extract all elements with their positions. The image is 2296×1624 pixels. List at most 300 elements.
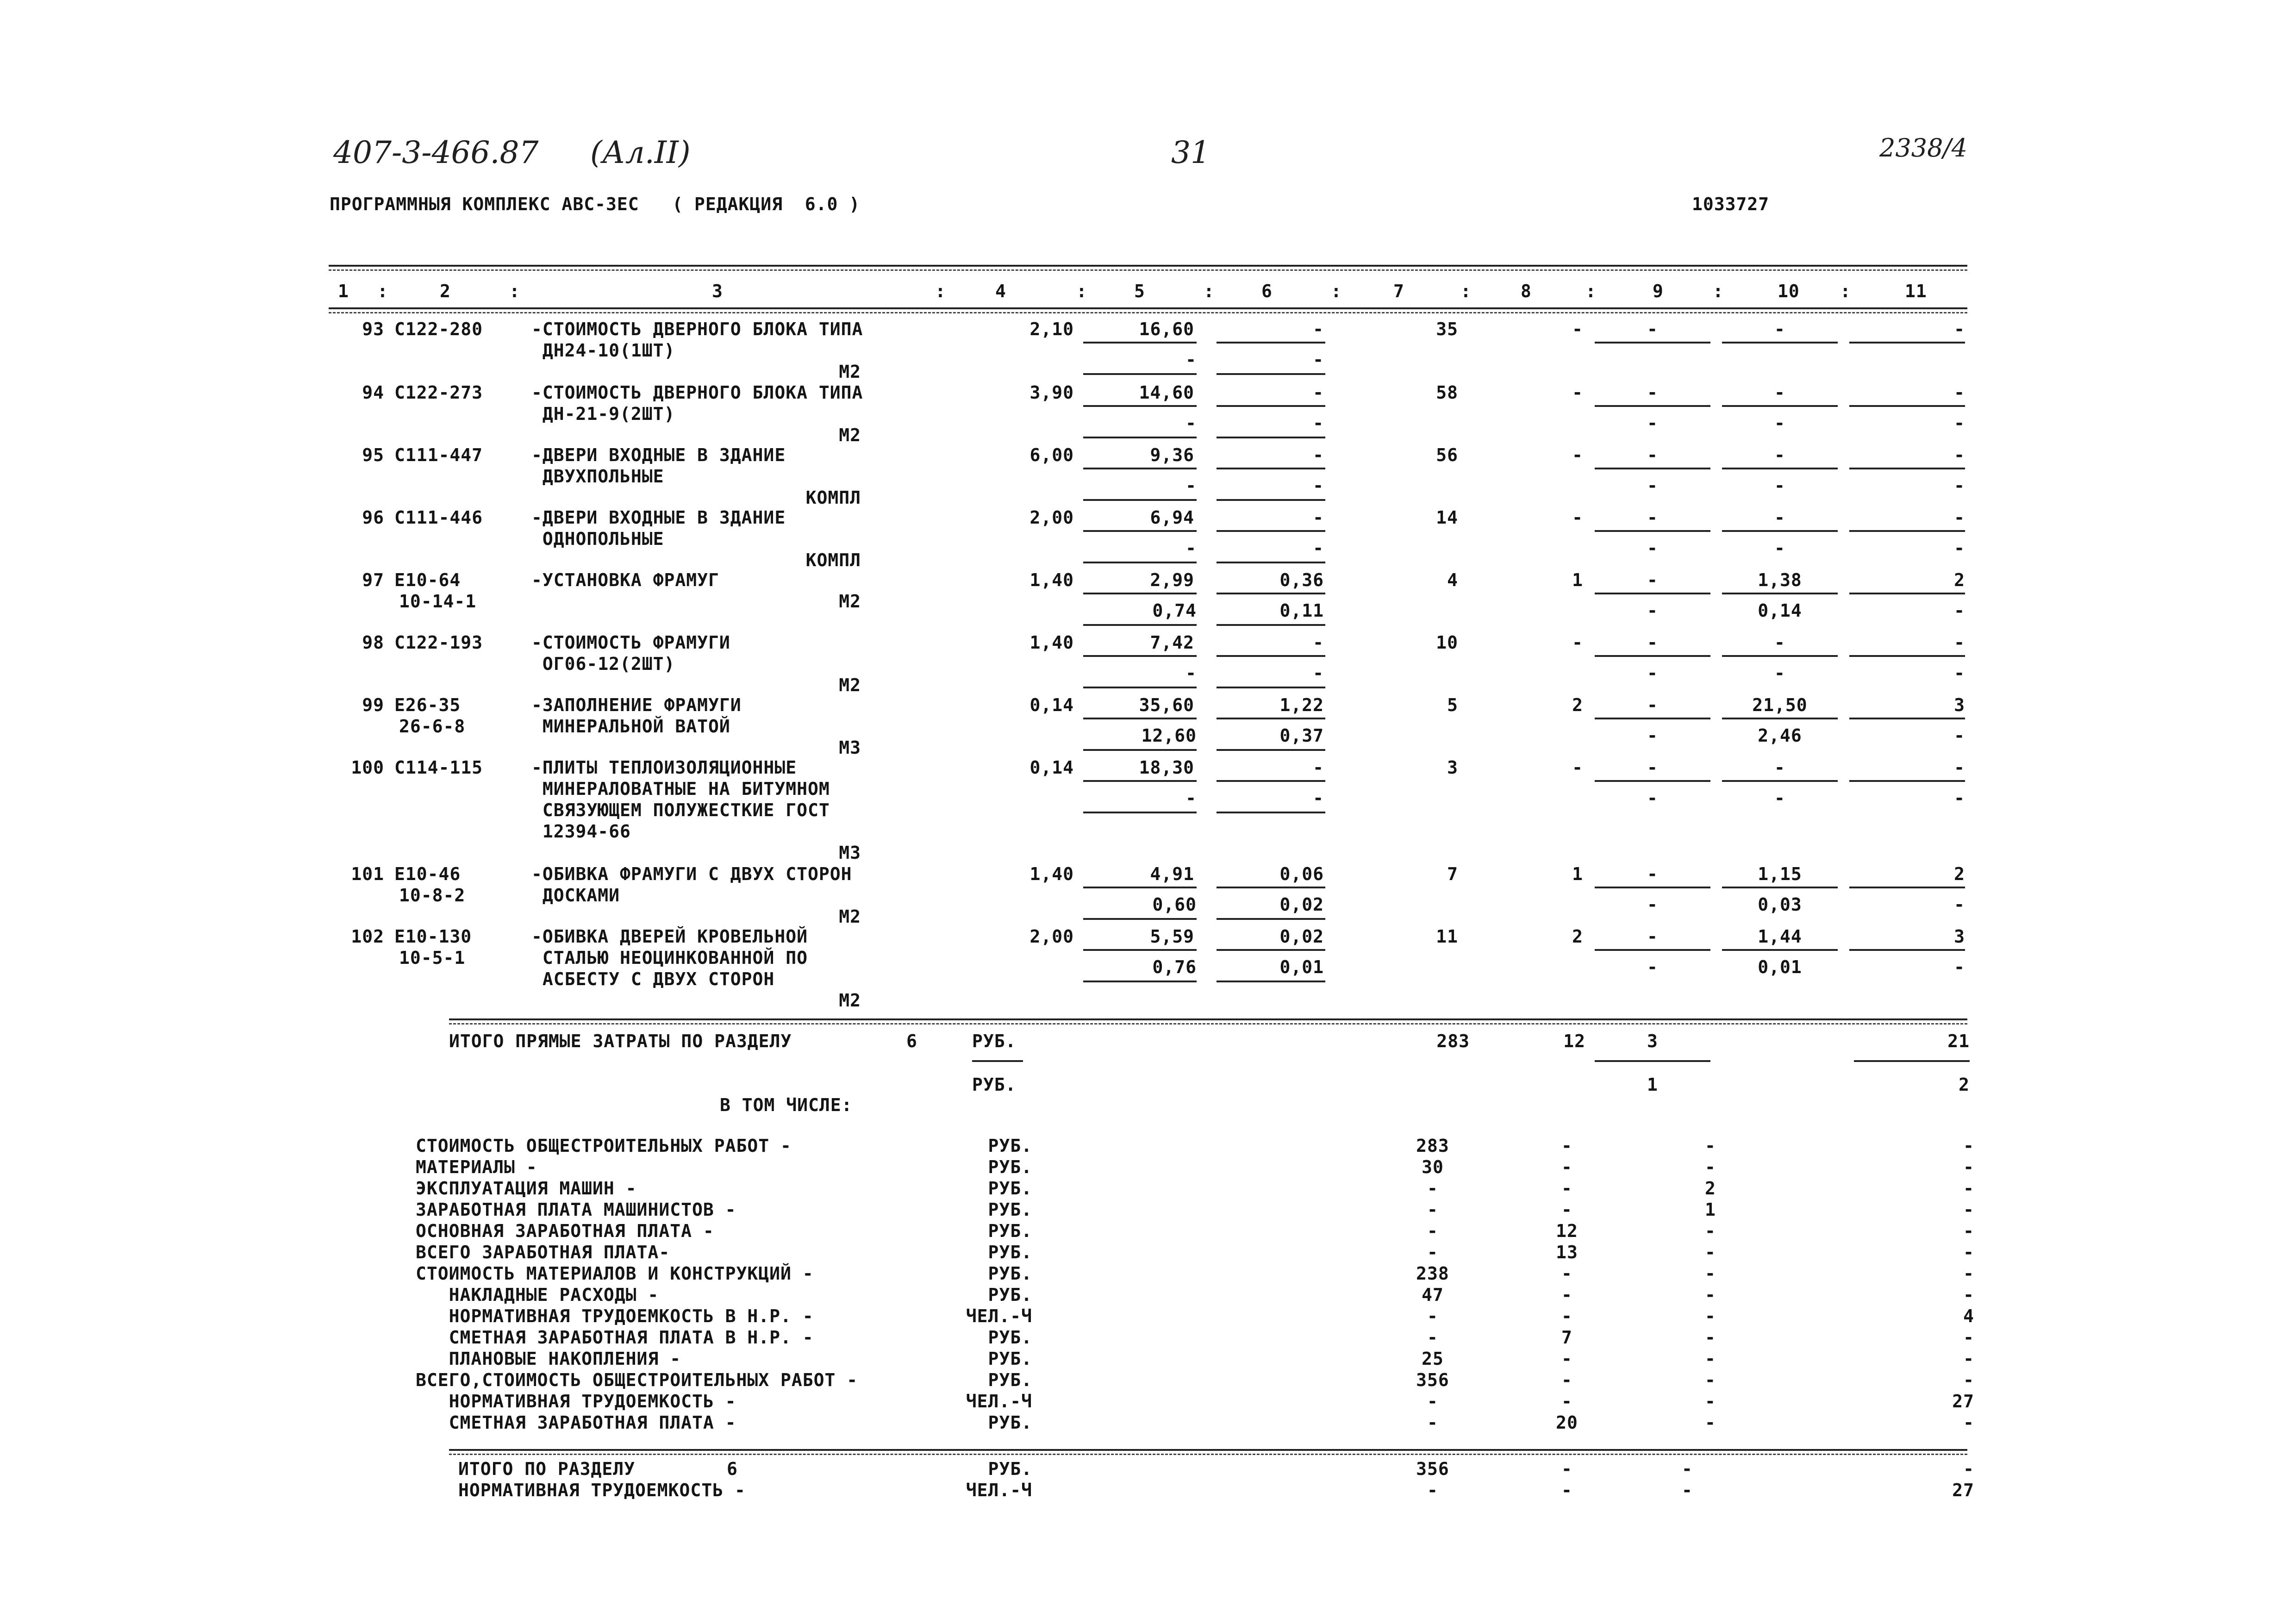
row-name-line: МИНЕРАЛЬНОЙ ВАТОЙ [531,716,730,737]
final-col7: - [1427,1480,1438,1500]
row-c9: - [1647,507,1658,528]
table-top-rule-2 [329,269,1967,271]
breakdown-unit: РУБ. [988,1221,1032,1241]
final-unit: ЧЕЛ.-Ч [966,1480,1032,1500]
row-c10-rule [1722,530,1838,532]
breakdown-col7: - [1427,1327,1438,1348]
row-number: 96 [362,507,384,528]
row-c11-rule [1849,530,1965,532]
row-number: 94 [362,382,384,403]
row-c7: 58 [1436,382,1458,403]
row-code: Е10-46 [394,864,461,884]
breakdown-label: НАКЛАДНЫЕ РАСХОДЫ - [416,1285,659,1305]
row-c8: - [1572,757,1583,778]
row-c5b-rule [1083,812,1197,813]
album-label: (Ал.II) [590,135,691,170]
breakdown-col9: - [1705,1221,1716,1241]
row-c9b: - [1647,894,1658,915]
row-c9-rule [1595,887,1710,888]
program-title: ПРОГРАММНЫЯ КОМПЛЕКС АВС-3ЕС ( РЕДАКЦИЯ 6.0 ) [330,194,861,214]
column-header-5: 5 [1134,281,1145,301]
row-c6b: 0,11 [1279,600,1324,621]
row-c10: - [1774,507,1785,528]
final-col9: - [1682,1480,1693,1500]
row-c6b-rule [1217,981,1325,982]
row-c6: 0,02 [1279,926,1324,947]
totals-rule [449,1018,1967,1020]
row-c8: 2 [1572,695,1583,715]
column-separator: : [1713,281,1724,301]
breakdown-col7: 356 [1416,1370,1449,1390]
row-c9: - [1647,445,1658,465]
row-c9-rule [1595,780,1710,782]
row-c10b: 0,01 [1758,957,1802,977]
row-c7: 7 [1447,864,1458,884]
row-c10: 1,44 [1758,926,1802,947]
row-c5-rule [1083,342,1197,344]
direct-costs-unit-2: РУБ. [972,1074,1017,1095]
breakdown-unit: РУБ. [988,1263,1032,1284]
final-rule-2 [449,1454,1967,1455]
row-name-line: СВЯЗУЮЩЕМ ПОЛУЖЕСТКИЕ ГОСТ [531,800,830,820]
row-code: С111-446 [394,507,483,528]
row-c10: 21,50 [1752,695,1808,715]
column-header-10: 10 [1778,281,1800,301]
row-c10-rule [1722,405,1838,407]
row-c11: - [1954,632,1965,653]
direct-costs-unit: РУБ. [972,1031,1017,1051]
direct-costs-col11: 21 [1947,1031,1970,1051]
row-c5: 6,94 [1150,507,1194,528]
row-c9-rule [1595,342,1710,344]
breakdown-unit: РУБ. [988,1370,1032,1390]
row-c11-rule [1849,342,1965,344]
breakdown-col8: 20 [1556,1412,1578,1433]
row-c6-rule [1217,530,1325,532]
breakdown-label: ЭКСПЛУАТАЦИЯ МАШИН - [416,1178,637,1199]
totals-rule-2 [449,1023,1967,1024]
breakdown-unit: ЧЕЛ.-Ч [966,1391,1032,1412]
row-c9-rule [1595,718,1710,719]
row-name-line: ДН24-10(1ШТ) [531,340,675,361]
row-c5: 5,59 [1150,926,1194,947]
row-quantity: 1,40 [1029,864,1074,884]
breakdown-col7: 238 [1416,1263,1449,1284]
row-code: С114-115 [394,757,483,778]
breakdown-col8: - [1561,1178,1572,1199]
row-c10: - [1774,632,1785,653]
row-unit: М2 [839,591,861,612]
row-c6-rule [1217,887,1325,888]
row-c9: - [1647,926,1658,947]
row-unit: М2 [839,990,861,1011]
row-unit: М2 [839,362,861,382]
row-number: 101 [351,864,384,884]
row-c10: 1,38 [1758,570,1802,590]
row-unit: М2 [839,425,861,445]
row-c11b: - [1954,413,1965,433]
breakdown-col9: - [1705,1391,1716,1412]
breakdown-col8: - [1561,1391,1572,1412]
row-quantity: 3,90 [1029,382,1074,403]
row-c11-rule [1849,718,1965,719]
row-c5b-rule [1083,562,1197,563]
row-c5: 16,60 [1139,319,1194,339]
row-c10: 1,15 [1758,864,1802,884]
row-c11b: - [1954,600,1965,621]
row-c11: 2 [1954,570,1965,590]
row-c9b: - [1647,663,1658,683]
direct-costs-section: 6 [906,1031,917,1051]
final-label: НОРМАТИВНАЯ ТРУДОЕМКОСТЬ - [458,1480,746,1500]
row-c6b-rule [1217,687,1325,688]
row-c11-rule [1849,887,1965,888]
row-c11b: - [1954,538,1965,558]
breakdown-col11: - [1963,1412,1974,1433]
row-unit: М2 [839,906,861,927]
row-c5b: - [1185,663,1197,683]
row-c10: - [1774,319,1785,339]
row-c11b: - [1954,725,1965,746]
column-header-8: 8 [1521,281,1532,301]
row-c6: 0,06 [1279,864,1324,884]
breakdown-col9: - [1705,1242,1716,1262]
row-c11-rule [1849,780,1965,782]
row-number: 93 [362,319,384,339]
row-c6-rule [1217,780,1325,782]
breakdown-col9: 1 [1705,1199,1716,1220]
breakdown-col11: - [1963,1327,1974,1348]
breakdown-col8: - [1561,1306,1572,1326]
breakdown-col7: 25 [1422,1349,1444,1369]
breakdown-col7: 283 [1416,1136,1449,1156]
row-c10-rule [1722,887,1838,888]
row-c10-rule [1722,468,1838,469]
row-c11: 2 [1954,864,1965,884]
row-c9: - [1647,382,1658,403]
breakdown-unit: ЧЕЛ.-Ч [966,1306,1032,1326]
row-c10-rule [1722,593,1838,594]
row-c5b: - [1185,788,1197,808]
breakdown-unit: РУБ. [988,1242,1032,1262]
breakdown-unit: РУБ. [988,1136,1032,1156]
row-c6b: - [1313,350,1324,370]
row-c9-rule [1595,530,1710,532]
row-c6-rule [1217,718,1325,719]
row-c5: 4,91 [1150,864,1194,884]
final-col11: - [1963,1459,1974,1479]
row-name-line: -СТОИМОСТЬ ДВЕРНОГО БЛОКА ТИПА [531,382,863,403]
breakdown-label: ОСНОВНАЯ ЗАРАБОТНАЯ ПЛАТА - [416,1221,714,1241]
row-c11: 3 [1954,695,1965,715]
breakdown-col8: - [1561,1263,1572,1284]
row-c6: - [1313,445,1324,465]
breakdown-col11: - [1963,1242,1974,1262]
row-c6b: 0,37 [1279,725,1324,746]
row-c10-rule [1722,718,1838,719]
row-name-line: ДВУХПОЛЬНЫЕ [531,466,664,487]
breakdown-col9: - [1705,1136,1716,1156]
row-code-2: 26-6-8 [399,716,466,737]
row-c6: - [1313,507,1324,528]
row-code: С122-280 [394,319,483,339]
breakdown-col7: 47 [1422,1285,1444,1305]
row-c5b: 0,76 [1152,957,1197,977]
breakdown-unit: РУБ. [988,1199,1032,1220]
document-id: 1033727 [1692,194,1770,214]
breakdown-col9: - [1705,1157,1716,1177]
row-c9: - [1647,632,1658,653]
row-c11: - [1954,507,1965,528]
row-name-line: -СТОИМОСТЬ ДВЕРНОГО БЛОКА ТИПА [531,319,863,339]
row-quantity: 2,00 [1029,507,1074,528]
row-c7: 14 [1436,507,1458,528]
breakdown-unit: РУБ. [988,1412,1032,1433]
breakdown-col7: - [1427,1391,1438,1412]
breakdown-col11: 27 [1952,1391,1974,1412]
row-c5b-rule [1083,981,1197,982]
row-c5-rule [1083,780,1197,782]
breakdown-col11: - [1963,1370,1974,1390]
column-separator: : [935,281,946,301]
row-name-line: МИНЕРАЛОВАТНЫЕ НА БИТУМНОМ [531,779,830,799]
final-section: 6 [727,1459,738,1479]
row-c10b: 0,14 [1758,600,1802,621]
row-code: Е10-64 [394,570,461,590]
final-col9: - [1682,1459,1693,1479]
row-c6-rule [1217,593,1325,594]
breakdown-label: СТОИМОСТЬ МАТЕРИАЛОВ И КОНСТРУКЦИЙ - [416,1263,814,1284]
row-c8: - [1572,632,1583,653]
breakdown-col9: - [1705,1370,1716,1390]
row-c10: - [1774,445,1785,465]
breakdown-col8: - [1561,1199,1572,1220]
row-c5b-rule [1083,499,1197,501]
row-c9b: - [1647,413,1658,433]
row-c5-rule [1083,718,1197,719]
row-c6b: 0,02 [1279,894,1324,915]
row-c6b-rule [1217,749,1325,751]
final-unit: РУБ. [988,1459,1032,1479]
row-c9b: - [1647,475,1658,496]
row-code: С111-447 [394,445,483,465]
breakdown-unit: РУБ. [988,1349,1032,1369]
row-number: 102 [351,926,384,947]
row-c7: 56 [1436,445,1458,465]
row-c8: - [1572,382,1583,403]
breakdown-label: СТОИМОСТЬ ОБЩЕСТРОИТЕЛЬНЫХ РАБОТ - [416,1136,792,1156]
row-c11b: - [1954,663,1965,683]
row-number: 99 [362,695,384,715]
row-c11-rule [1849,468,1965,469]
row-c6b: - [1313,475,1324,496]
row-c10b: - [1774,538,1785,558]
breakdown-col11: - [1963,1221,1974,1241]
breakdown-label: ПЛАНОВЫЕ НАКОПЛЕНИЯ - [416,1349,681,1369]
row-c5: 2,99 [1150,570,1194,590]
row-c5b: 12,60 [1141,725,1197,746]
breakdown-col11: - [1963,1178,1974,1199]
row-c6b-rule [1217,812,1325,813]
column-header-6: 6 [1261,281,1273,301]
breakdown-col8: - [1561,1157,1572,1177]
breakdown-col9: - [1705,1285,1716,1305]
row-c8: 2 [1572,926,1583,947]
row-c8: 1 [1572,570,1583,590]
row-number: 98 [362,632,384,653]
breakdown-col9: - [1705,1412,1716,1433]
row-c10b: - [1774,663,1785,683]
row-c8: 1 [1572,864,1583,884]
column-separator: : [1331,281,1342,301]
row-unit: М2 [839,675,861,695]
final-col8: - [1561,1459,1572,1479]
table-top-rule [329,265,1967,267]
row-c5: 35,60 [1139,695,1194,715]
column-separator: : [509,281,520,301]
row-code-2: 10-8-2 [399,885,466,906]
breakdown-unit: РУБ. [988,1285,1032,1305]
row-c5b: 0,74 [1152,600,1197,621]
row-unit: КОМПЛ [805,550,861,570]
row-code-2: 10-5-1 [399,948,466,968]
row-c6: - [1313,319,1324,339]
row-name-line: ОДНОПОЛЬНЫЕ [531,529,664,549]
row-c6: 1,22 [1279,695,1324,715]
row-quantity: 6,00 [1029,445,1074,465]
row-c6-rule [1217,655,1325,657]
breakdown-col8: - [1561,1136,1572,1156]
row-c10b: 2,46 [1758,725,1802,746]
row-c5: 18,30 [1139,757,1194,778]
row-code: Е10-130 [394,926,472,947]
row-c6-rule [1217,949,1325,951]
row-c5-rule [1083,593,1197,594]
row-c5b-rule [1083,373,1197,375]
row-name-line: -ПЛИТЫ ТЕПЛОИЗОЛЯЦИОННЫЕ [531,757,797,778]
row-c5b: - [1185,350,1197,370]
row-c5: 14,60 [1139,382,1194,403]
row-name-line: СТАЛЬЮ НЕОЦИНКОВАННОЙ ПО [531,948,808,968]
row-c9: - [1647,695,1658,715]
rub-underline [972,1060,1023,1062]
breakdown-col7: - [1427,1306,1438,1326]
breakdown-col9: - [1705,1327,1716,1348]
breakdown-col7: 30 [1422,1157,1444,1177]
row-c9-rule [1595,949,1710,951]
breakdown-col8: 12 [1556,1221,1578,1241]
row-c10b: - [1774,475,1785,496]
breakdown-col8: - [1561,1349,1572,1369]
row-c7: 3 [1447,757,1458,778]
breakdown-label: ЗАРАБОТНАЯ ПЛАТА МАШИНИСТОВ - [416,1199,736,1220]
breakdown-col11: - [1963,1199,1974,1220]
breakdown-col7: - [1427,1221,1438,1241]
row-name-line: -СТОИМОСТЬ ФРАМУГИ [531,632,730,653]
row-c6-rule [1217,468,1325,469]
breakdown-col7: - [1427,1199,1438,1220]
row-c11-rule [1849,405,1965,407]
row-c5b-rule [1083,437,1197,438]
row-c5b-rule [1083,624,1197,626]
direct-costs-col9-b: 1 [1647,1074,1658,1095]
row-unit: М3 [839,843,861,863]
column-separator: : [1585,281,1597,301]
row-c8: - [1572,507,1583,528]
breakdown-label: НОРМАТИВНАЯ ТРУДОЕМКОСТЬ - [416,1391,736,1412]
row-c5b: - [1185,475,1197,496]
row-code: Е26-35 [394,695,461,715]
row-c5-rule [1083,405,1197,407]
row-name-line: 12394-66 [531,821,631,842]
row-quantity: 1,40 [1029,632,1074,653]
row-c7: 35 [1436,319,1458,339]
final-col11: 27 [1952,1480,1974,1500]
row-quantity: 1,40 [1029,570,1074,590]
breakdown-unit: РУБ. [988,1157,1032,1177]
column-header-7: 7 [1393,281,1404,301]
row-quantity: 2,10 [1029,319,1074,339]
row-c7: 5 [1447,695,1458,715]
final-col8: - [1561,1480,1572,1500]
breakdown-col11: 4 [1963,1306,1974,1326]
column-header-4: 4 [995,281,1006,301]
final-rule [449,1449,1967,1451]
col9-underline [1595,1060,1710,1062]
row-c11b: - [1954,894,1965,915]
breakdown-col8: - [1561,1370,1572,1390]
column-separator: : [377,281,388,301]
column-separator: : [1460,281,1472,301]
row-c6: 0,36 [1279,570,1324,590]
row-c11: - [1954,445,1965,465]
row-c5-rule [1083,949,1197,951]
row-c5-rule [1083,655,1197,657]
row-name-line: -ДВЕРИ ВХОДНЫЕ В ЗДАНИЕ [531,445,786,465]
breakdown-col8: 7 [1561,1327,1572,1348]
row-c9-rule [1595,593,1710,594]
row-c6b: - [1313,788,1324,808]
row-c9-rule [1595,468,1710,469]
row-number: 97 [362,570,384,590]
row-c5b: - [1185,538,1197,558]
header-bottom-rule [329,307,1967,309]
row-c11-rule [1849,655,1965,657]
breakdown-label: СМЕТНАЯ ЗАРАБОТНАЯ ПЛАТА - [416,1412,736,1433]
breakdown-col9: - [1705,1349,1716,1369]
header-bottom-rule-2 [329,312,1967,313]
row-c6b: - [1313,663,1324,683]
row-code: С122-273 [394,382,483,403]
row-code-2: 10-14-1 [399,591,477,612]
breakdown-unit: РУБ. [988,1327,1032,1348]
column-separator: : [1840,281,1851,301]
row-c5b: - [1185,413,1197,433]
breakdown-col11: - [1963,1136,1974,1156]
column-header-1: 1 [338,281,349,301]
row-c9b: - [1647,725,1658,746]
row-c6b: 0,01 [1279,957,1324,977]
row-c10-rule [1722,949,1838,951]
row-c5-rule [1083,887,1197,888]
row-c6: - [1313,632,1324,653]
breakdown-col11: - [1963,1263,1974,1284]
row-name-line: АСБЕСТУ С ДВУХ СТОРОН [531,969,775,989]
row-c6b: - [1313,538,1324,558]
direct-costs-col7: 283 [1436,1031,1470,1051]
row-c11: - [1954,319,1965,339]
row-name-line: -ДВЕРИ ВХОДНЫЕ В ЗДАНИЕ [531,507,786,528]
